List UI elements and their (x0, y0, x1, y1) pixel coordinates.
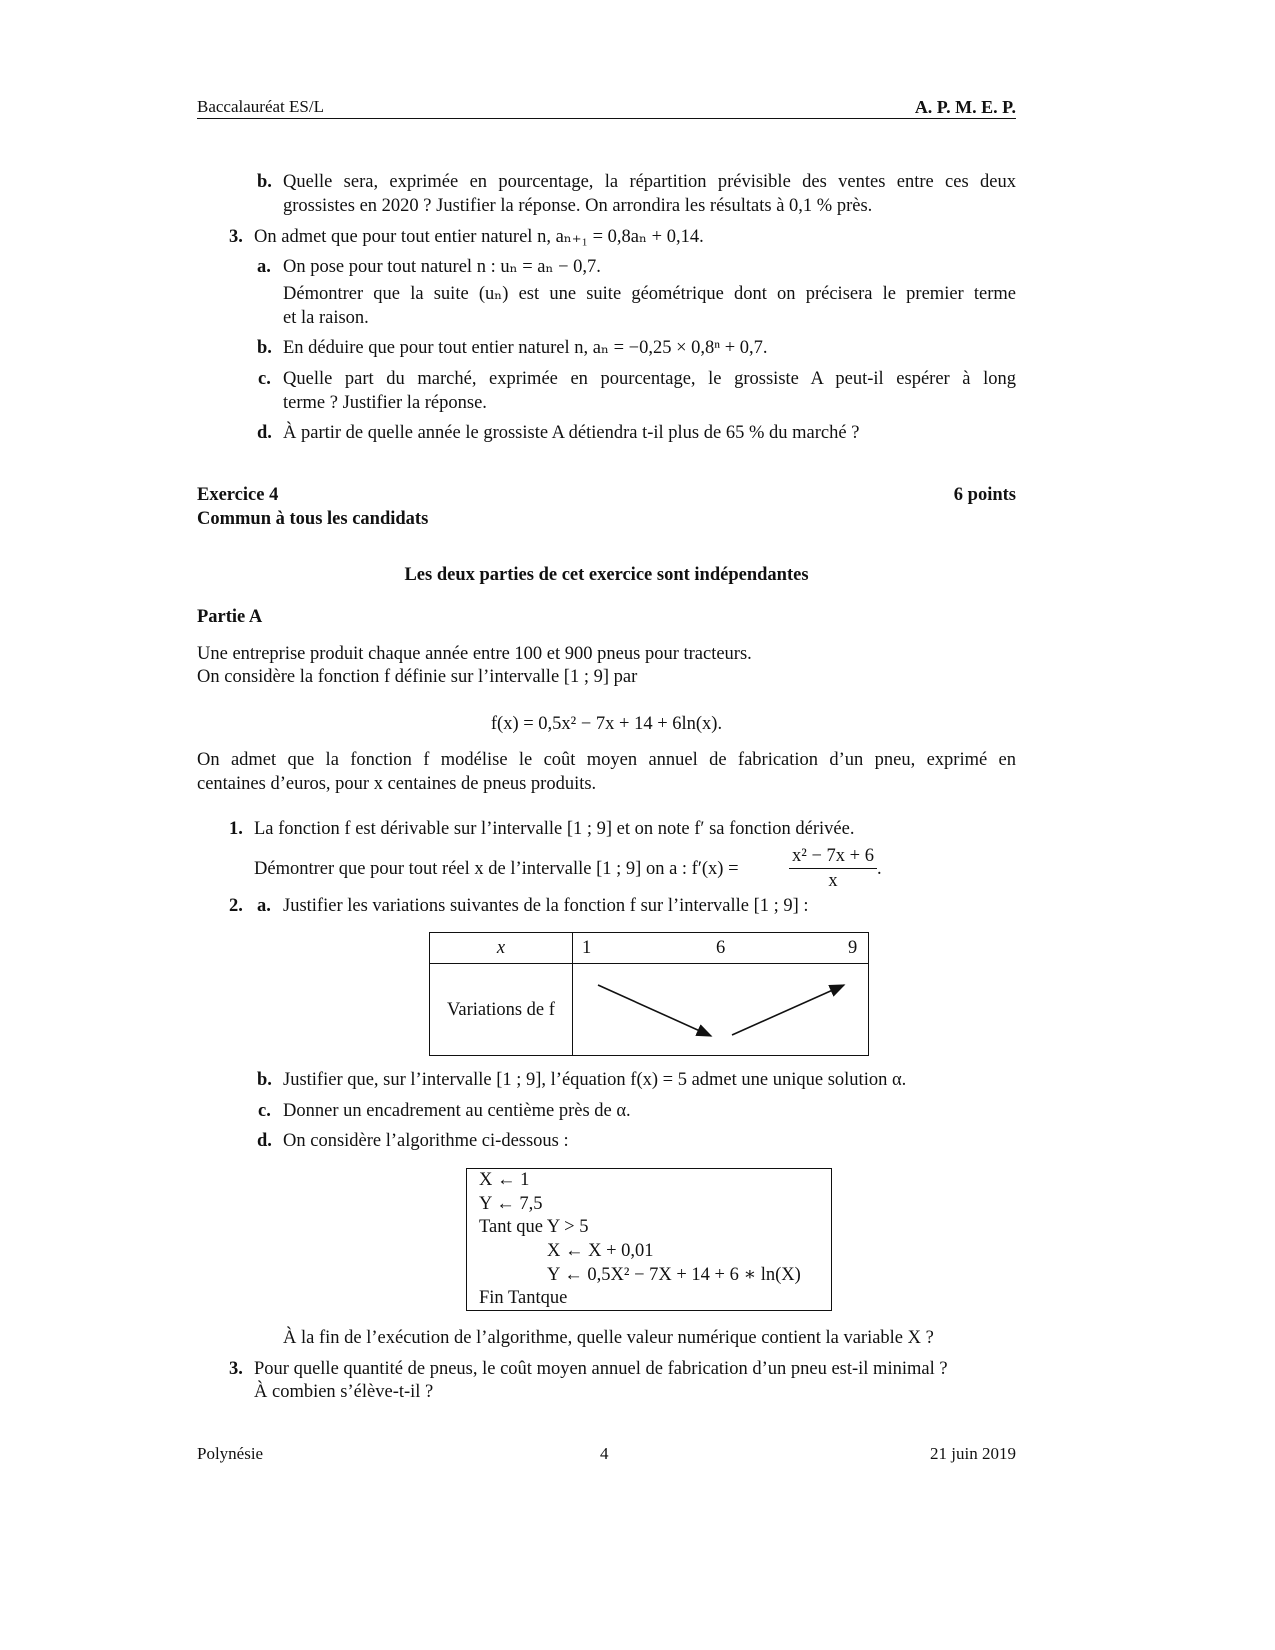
question-text: grossistes en 2020 ? Justifier la réponse. On arrondira les résultats à 0,1 % près. (283, 196, 873, 216)
increasing-arrow (732, 985, 844, 1035)
derivative-fraction (789, 846, 877, 891)
question-text: En déduire que pour tout entier naturel n, aₙ = −0,25 × 0,8ⁿ + 0,7. (283, 338, 768, 358)
question-text: Justifier les variations suivantes de la fonction f sur l’intervalle [1 ; 9] : (283, 896, 809, 916)
function-formula: f(x) = 0,5x² − 7x + 14 + 6ln(x). (490, 714, 723, 734)
algorithm-line: Y ← 7,5 (479, 1194, 543, 1214)
item-number: 3. (229, 1359, 243, 1379)
item-number: 3. (229, 227, 243, 247)
variation-table (429, 932, 869, 1056)
question-text: et la raison. (283, 308, 369, 328)
question-text: La fonction f est dérivable sur l’intervalle [1 ; 9] et on note f′ sa fonction dérivée. (254, 819, 855, 839)
algorithm-line: Fin Tantque (479, 1288, 568, 1308)
item-number: d. (257, 1131, 272, 1151)
question-text: À la fin de l’exécution de l’algorithme, quelle valeur numérique contient la variable X ? (283, 1328, 934, 1348)
exercise-subtitle: Commun à tous les candidats (197, 509, 429, 529)
x-value: 6 (716, 938, 726, 958)
question-text: Donner un encadrement au centième près de α. (283, 1101, 631, 1121)
variation-arrows (430, 933, 870, 1057)
question-text: Quelle part du marché, exprimée en pourcentage, le grossiste A peut-il espérer à long (283, 369, 1016, 389)
header-right: A. P. M. E. P. (914, 97, 1016, 117)
algorithm-line: Tant que Y > 5 (479, 1217, 589, 1237)
algorithm-line: X ← X + 0,01 (547, 1241, 654, 1261)
page-number: 4 (600, 1444, 609, 1463)
algorithm-line: Y ← 0,5X² − 7X + 14 + 6 ∗ ln(X) (547, 1265, 801, 1285)
exercise-points: 6 points (953, 485, 1016, 505)
intro-text: centaines d’euros, pour x centaines de pneus produits. (197, 774, 597, 794)
fraction-denominator: x (828, 871, 838, 891)
item-number: b. (257, 338, 272, 358)
question-text: À combien s’élève-t-il ? (254, 1382, 434, 1402)
intro-text: On admet que la fonction f modélise le coût moyen annuel de fabrication d’un pneu, exprimé en (197, 750, 1016, 770)
item-number: b. (257, 1070, 272, 1090)
item-number: 1. (229, 819, 243, 839)
question-text: On pose pour tout naturel n : uₙ = aₙ − 0,7. (283, 257, 601, 277)
question-text: Pour quelle quantité de pneus, le coût moyen annuel de fabrication d’un pneu est-il minimal ? (254, 1359, 948, 1379)
decreasing-arrow (598, 985, 711, 1036)
fraction-bar (789, 868, 877, 869)
item-number: b. (257, 172, 272, 192)
intro-text: On considère la fonction f définie sur l’intervalle [1 ; 9] par (197, 667, 638, 687)
item-number: 2. (229, 896, 243, 916)
algorithm-box (466, 1168, 832, 1311)
question-text: On considère l’algorithme ci-dessous : (283, 1131, 569, 1151)
question-text: Quelle sera, exprimée en pourcentage, la répartition prévisible des ventes entre ces deux (283, 172, 1016, 192)
header-rule (197, 118, 1016, 119)
x-value: 1 (582, 938, 592, 958)
intro-text: Une entreprise produit chaque année entre 100 et 900 pneus pour tracteurs. (197, 644, 752, 664)
part-title: Partie A (197, 607, 263, 627)
x-value: 9 (848, 938, 858, 958)
question-text: Démontrer que pour tout réel x de l’intervalle [1 ; 9] on a : f′(x) = (254, 859, 739, 879)
question-text: terme ? Justifier la réponse. (283, 393, 487, 413)
header-left: Baccalauréat ES/L (197, 97, 324, 116)
footer-left: Polynésie (197, 1444, 264, 1463)
row-label: Variations de f (447, 1000, 555, 1020)
footer-right: 21 juin 2019 (930, 1444, 1016, 1463)
item-number: a. (257, 896, 271, 916)
question-text: On admet que pour tout entier naturel n, aₙ₊₁ = 0,8aₙ + 0,14. (254, 227, 704, 247)
item-number: c. (258, 1101, 271, 1121)
question-text: Démontrer que la suite (uₙ) est une suite géométrique dont on précisera le premier terme (283, 284, 1016, 304)
exercise-note: Les deux parties de cet exercice sont indépendantes (404, 565, 809, 585)
period: . (877, 859, 882, 879)
item-number: d. (257, 423, 272, 443)
question-text: Justifier que, sur l’intervalle [1 ; 9], l’équation f(x) = 5 admet une unique solution α. (283, 1070, 907, 1090)
algorithm-line: X ← 1 (479, 1170, 530, 1190)
variable-label: x (496, 938, 506, 958)
question-text: À partir de quelle année le grossiste A détiendra t-il plus de 65 % du marché ? (283, 423, 860, 443)
exercise-title: Exercice 4 (197, 485, 279, 505)
item-number: c. (258, 369, 271, 389)
fraction-numerator: x² − 7x + 6 (792, 846, 874, 866)
item-number: a. (257, 257, 271, 277)
